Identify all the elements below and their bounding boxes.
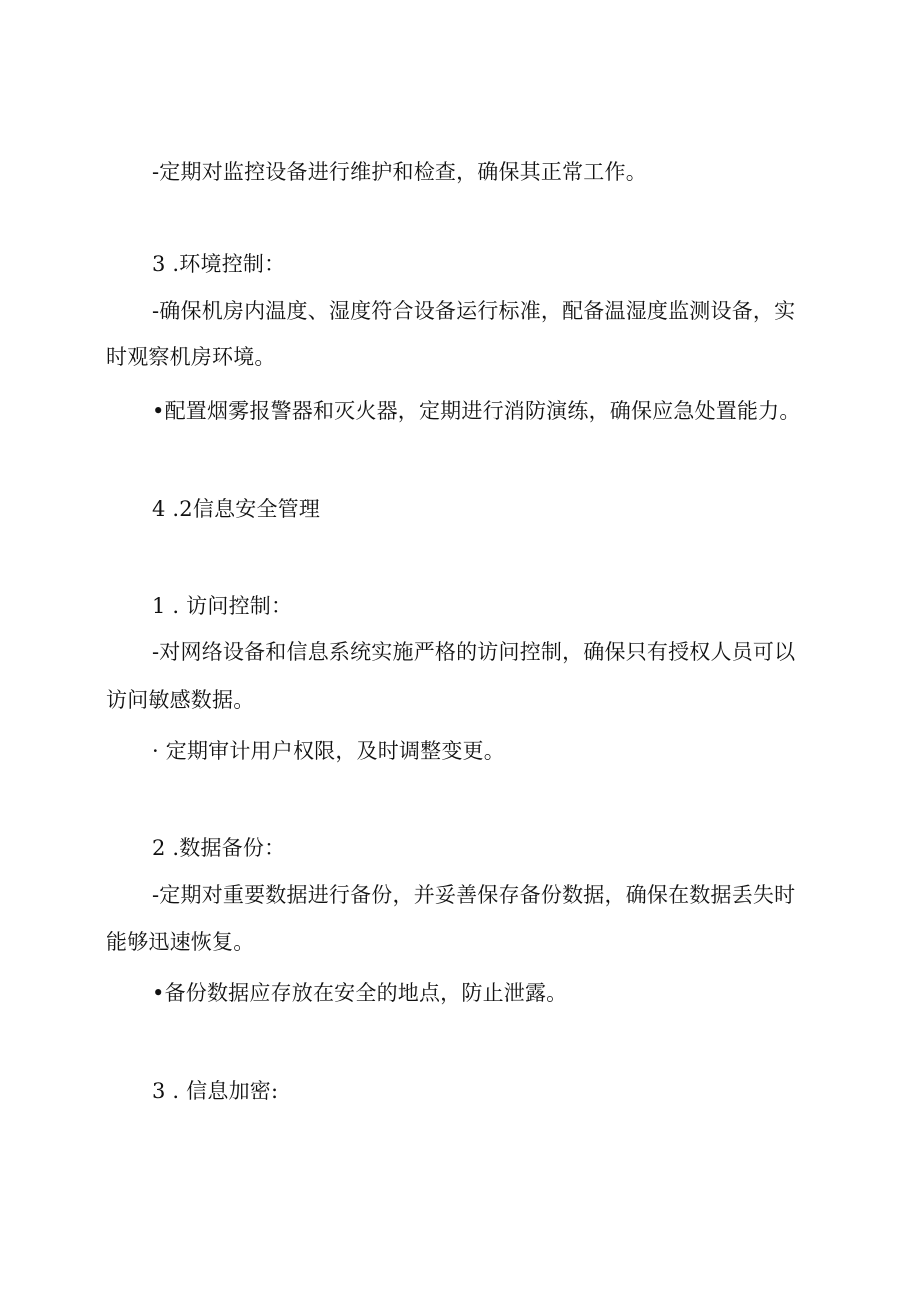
heading-data-backup: 2 .数据备份：: [152, 836, 286, 860]
paragraph-temperature-humidity-cont: 时观察机房环境。: [106, 345, 276, 369]
heading-information-security: 4 .2信息安全管理: [152, 497, 321, 521]
paragraph-monitoring-maintenance: -定期对监控设备进行维护和检查，确保其正常工作。: [152, 160, 647, 184]
paragraph-audit-permissions: · 定期审计用户权限，及时调整变更。: [152, 739, 505, 763]
heading-access-control: 1 . 访问控制：: [152, 594, 293, 618]
paragraph-smoke-alarm: •配置烟雾报警器和灭火器，定期进行消防演练，确保应急处置能力。: [152, 399, 801, 423]
paragraph-access-control-cont: 访问敏感数据。: [106, 688, 255, 712]
paragraph-access-control: -对网络设备和信息系统实施严格的访问控制，确保只有授权人员可以: [152, 640, 796, 664]
paragraph-backup-storage: •备份数据应存放在安全的地点，防止泄露。: [152, 981, 568, 1005]
paragraph-data-backup-cont: 能够迅速恢复。: [106, 930, 255, 954]
heading-environment-control: 3 .环境控制：: [152, 252, 286, 276]
paragraph-data-backup: -定期对重要数据进行备份，并妥善保存备份数据，确保在数据丢失时: [152, 883, 796, 907]
paragraph-temperature-humidity: -确保机房内温度、湿度符合设备运行标准，配备温湿度监测设备，实: [152, 299, 796, 323]
heading-information-encryption: 3 . 信息加密:: [152, 1079, 279, 1103]
